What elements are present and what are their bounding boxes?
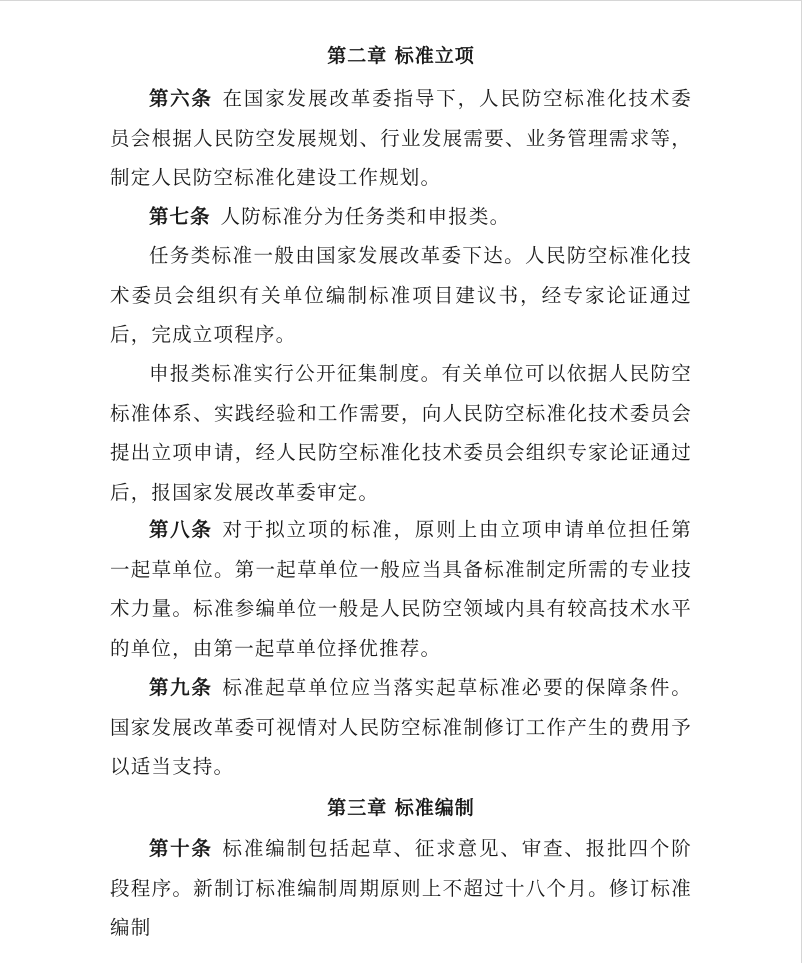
article-6-text: 在国家发展改革委指导下，人民防空标准化技术委员会根据人民防空发展规划、行业发展需要、业务管理需求等，制定人民防空标准化建设工作规划。 (110, 87, 692, 189)
article-7 (110, 197, 692, 237)
article-8-text: 对于拟立项的标准，原则上由立项申请单位担任第一起草单位。第一起草单位一般应当具备标准制定所需的专业技术力量。标准参编单位一般是人民防空领域内具有较高技术水平的单位，由第一起草单位择优推荐。 (110, 518, 692, 660)
article-7-text: 人防标准分为任务类和申报类。 (220, 205, 511, 228)
article-10 (110, 829, 692, 948)
article-9 (110, 668, 692, 787)
article-7-paragraph-2: 任务类标准一般由国家发展改革委下达。人民防空标准化技术委员会组织有关单位编制标准项目建议书，经专家论证通过后，完成立项程序。 (110, 244, 692, 346)
article-10-label: 第十条 (149, 837, 213, 860)
article-8-label: 第八条 (149, 518, 213, 541)
article-7-paragraph-3: 申报类标准实行公开征集制度。有关单位可以依据人民防空标准体系、实践经验和工作需要，向人民防空标准化技术委员会提出立项申请，经人民防空标准化技术委员会组织专家论证通过后，报国家发展改革委审定。 (110, 362, 692, 504)
article-6-label: 第六条 (149, 87, 213, 110)
chapter-3-title: 第三章 标准编制 (327, 797, 475, 819)
article-9-text: 标准起草单位应当落实起草标准必要的保障条件。国家发展改革委可视情对人民防空标准制修订工作产生的费用予以适当支持。 (110, 676, 692, 778)
chapter-2-title: 第二章 标准立项 (327, 45, 475, 67)
article-10-text: 标准编制包括起草、征求意见、审查、报批四个阶段程序。新制订标准编制周期原则上不超过十八个月。修订标准编制 (110, 837, 692, 939)
article-9-label: 第九条 (149, 676, 213, 699)
article-7-label: 第七条 (149, 205, 211, 228)
article-6 (110, 79, 692, 198)
article-8 (110, 510, 692, 668)
